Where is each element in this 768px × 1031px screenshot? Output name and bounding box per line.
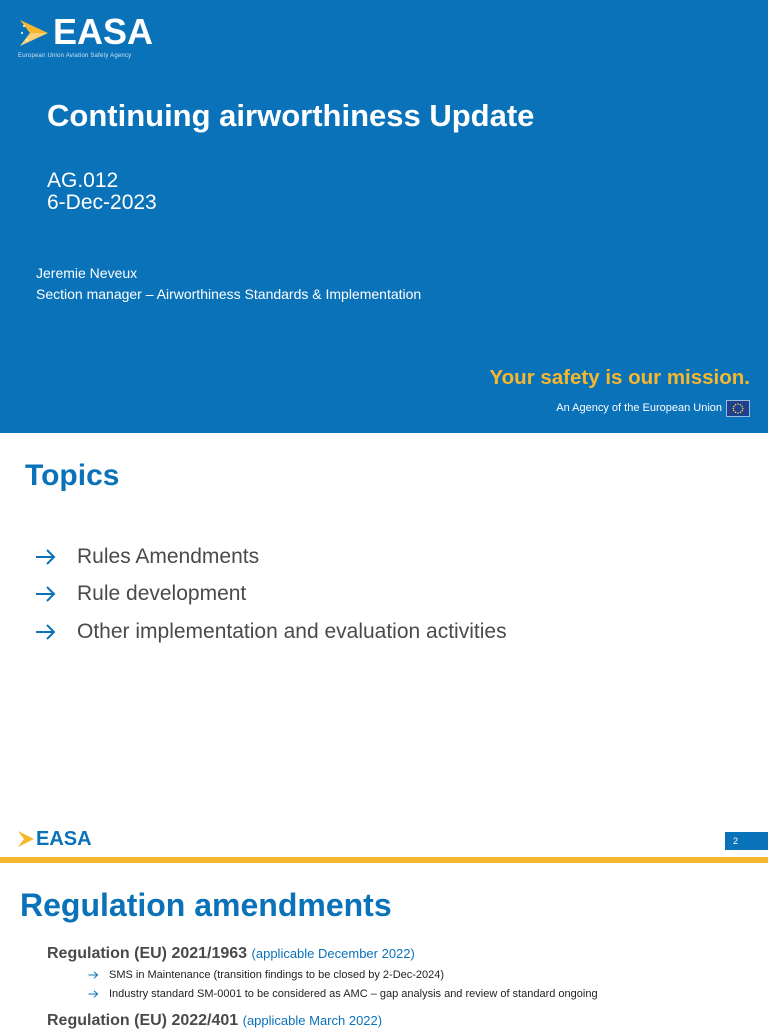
- topics-list: [35, 538, 507, 651]
- presentation-date: 6-Dec-2023: [47, 191, 157, 214]
- easa-wing-icon: [18, 18, 50, 48]
- topic-label: Rule development: [77, 582, 247, 606]
- regulation-applicability: (applicable December 2022): [251, 946, 415, 961]
- topic-label: Rules Amendments: [77, 544, 260, 568]
- regulation-name: Regulation (EU) 2022/401: [47, 1012, 239, 1029]
- arrow-right-icon: [35, 549, 57, 565]
- regulation-name: Regulation (EU) 2021/1963: [47, 945, 248, 962]
- list-item: [35, 613, 507, 651]
- regulation-heading: Regulation amendments: [20, 887, 392, 923]
- easa-wing-icon: [17, 830, 35, 848]
- item-text: Industry standard SM-0001 to be considered as AMC – gap analysis and review of standard ongoing: [109, 988, 598, 1000]
- arrow-right-icon: [35, 624, 57, 640]
- list-item: [35, 576, 507, 614]
- item-text: SMS in Maintenance (transition findings to be closed by 2-Dec-2024): [109, 969, 445, 981]
- arrow-right-icon: [88, 971, 99, 979]
- page-number: 2: [725, 832, 768, 850]
- list-item: [88, 987, 598, 1001]
- title-slide: [0, 0, 768, 433]
- arrow-right-icon: [35, 586, 57, 602]
- presenter-name: Jeremie Neveux: [36, 265, 138, 281]
- topic-label: Other implementation and evaluation activities: [77, 619, 507, 643]
- easa-logo: [18, 11, 154, 62]
- regulation-entry: [47, 1011, 382, 1031]
- eu-flag-icon: [726, 400, 750, 417]
- meeting-code: AG.012: [47, 169, 119, 192]
- agency-label: An Agency of the European Union: [556, 402, 722, 414]
- logo-subtitle: European Union Aviation Safety Agency: [18, 53, 132, 59]
- footer-logo-text: EASA: [36, 828, 92, 850]
- divider: [0, 857, 768, 863]
- footer-logo: [17, 828, 92, 851]
- topics-heading: Topics: [25, 459, 120, 492]
- regulation-entry: [47, 944, 415, 964]
- presenter-role: Section manager – Airworthiness Standards & Implementation: [36, 286, 422, 302]
- list-item: [35, 538, 507, 576]
- logo-text: EASA: [53, 11, 154, 52]
- list-item: [88, 968, 444, 982]
- arrow-right-icon: [88, 990, 99, 998]
- regulation-applicability: (applicable March 2022): [242, 1013, 383, 1028]
- mission-tagline: Your safety is our mission.: [489, 366, 750, 389]
- presentation-title: Continuing airworthiness Update: [47, 98, 535, 133]
